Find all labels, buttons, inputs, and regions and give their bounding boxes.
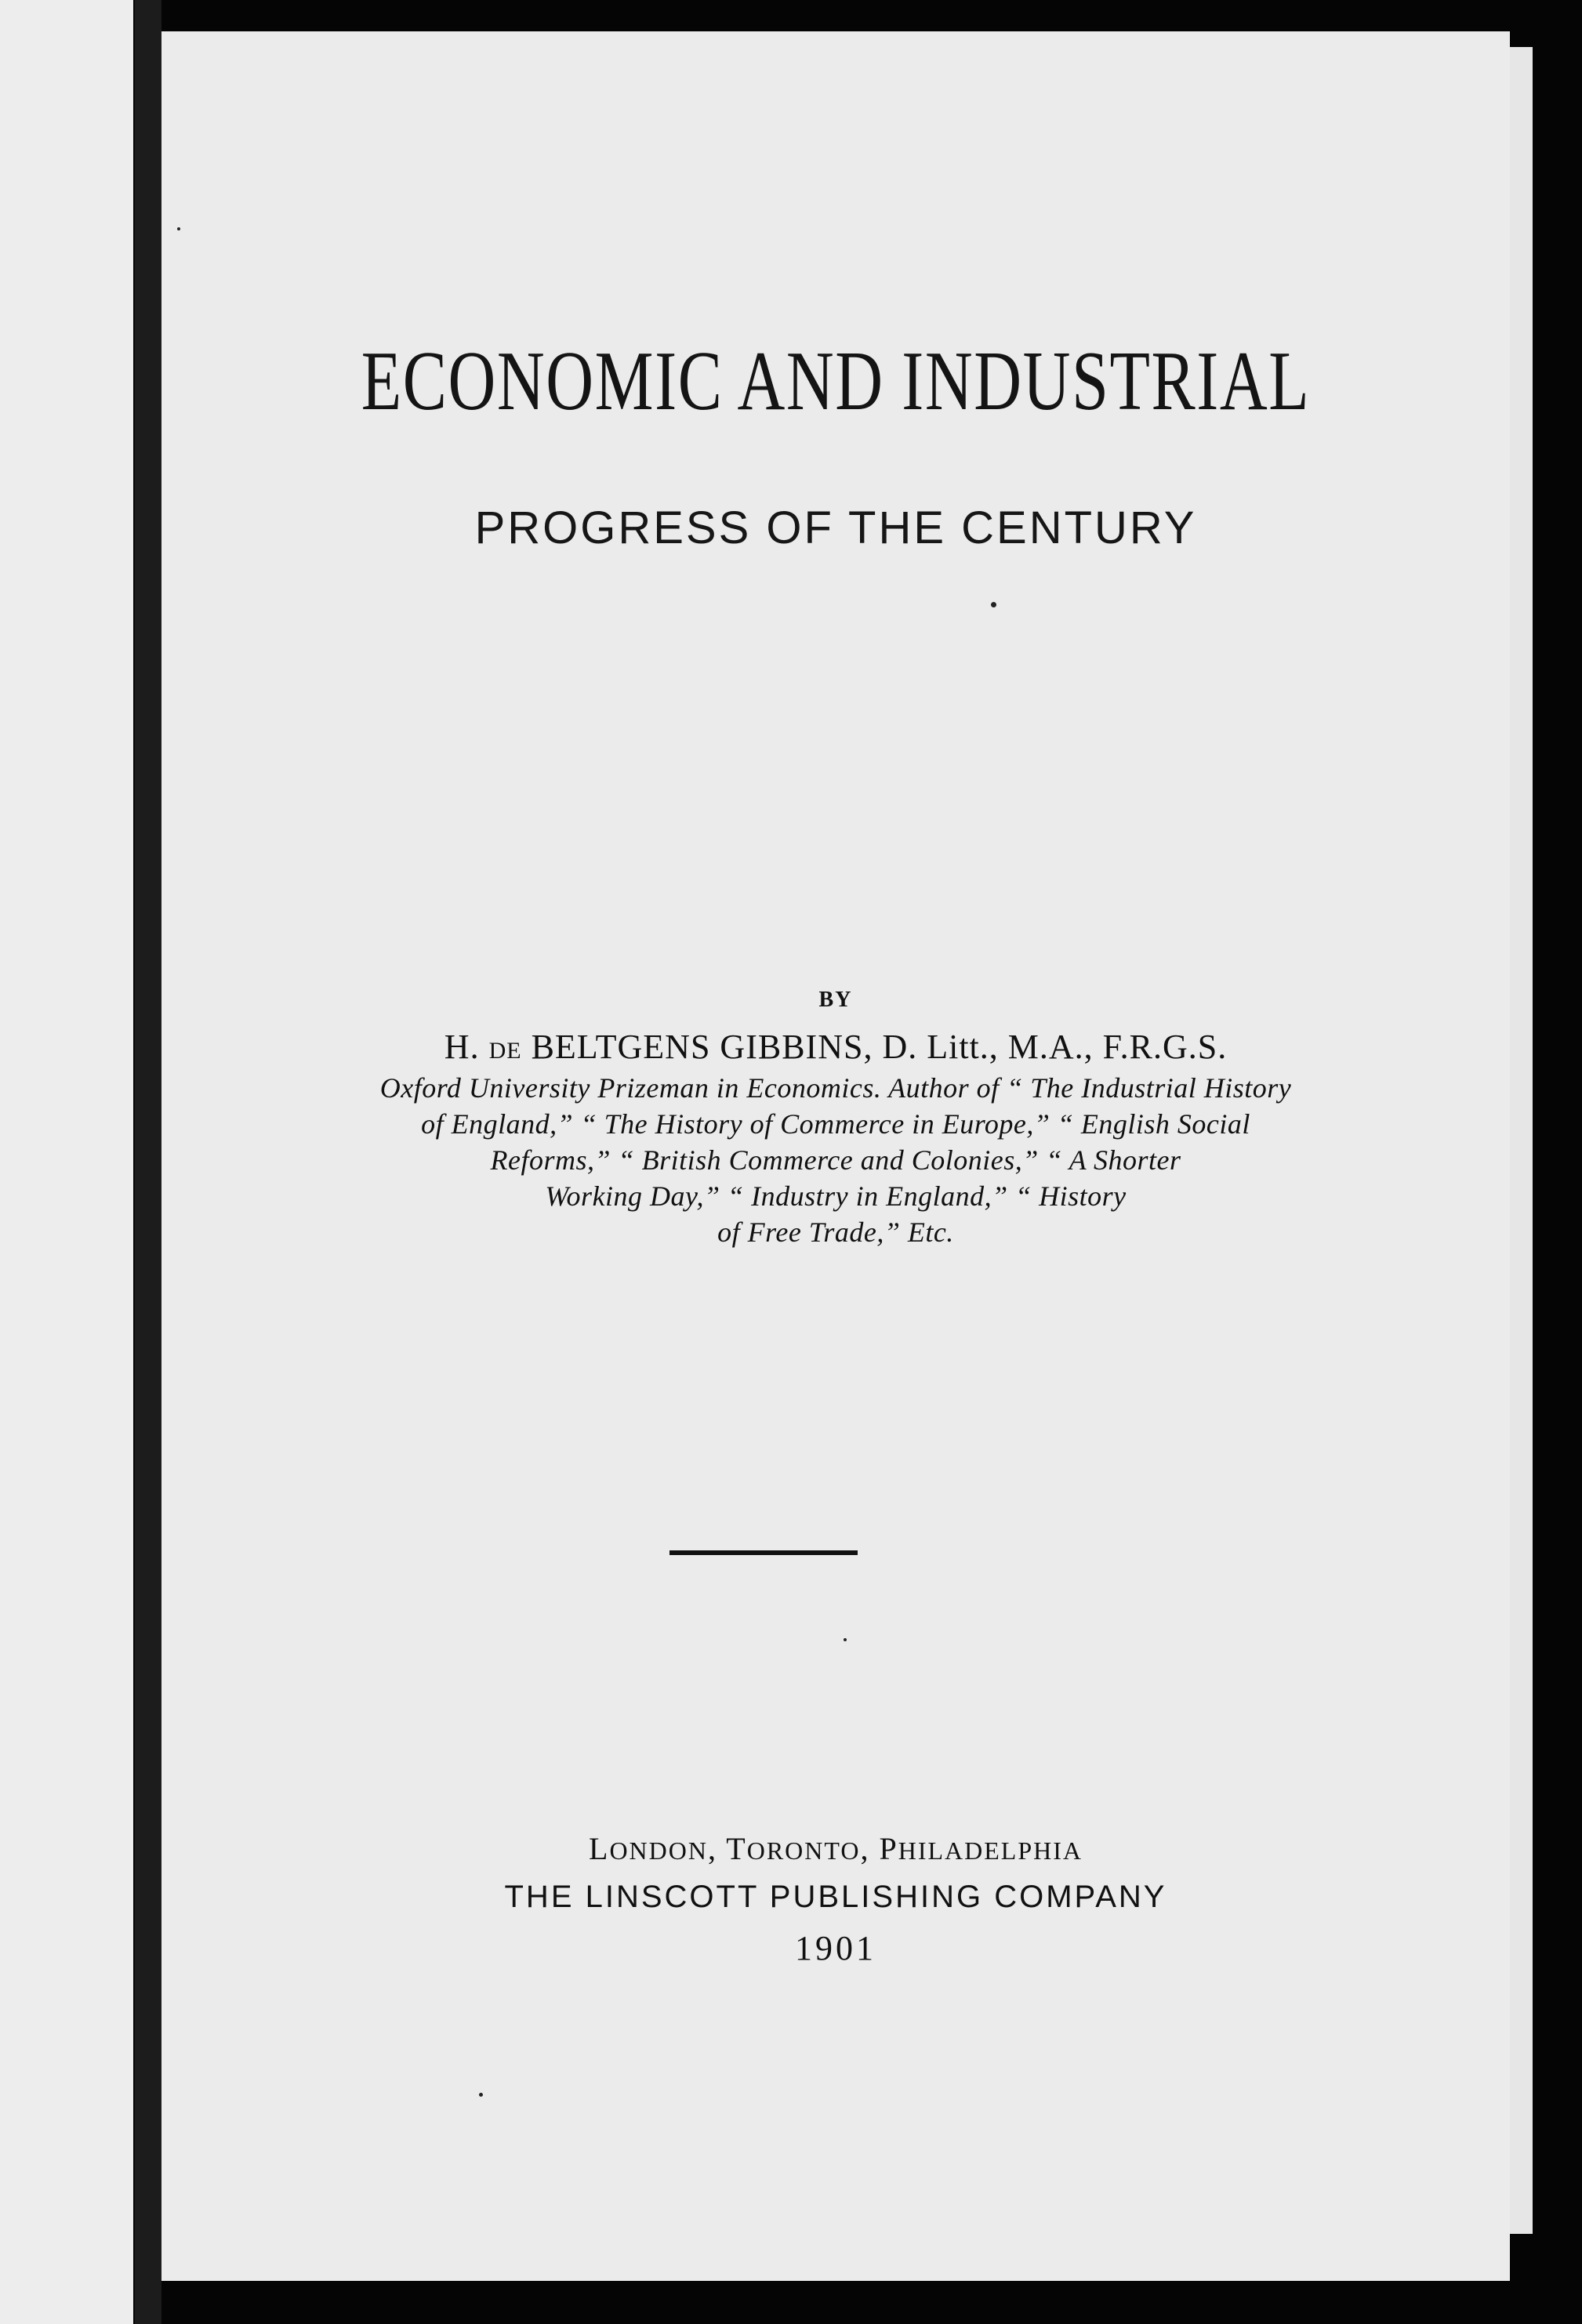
paper-speck [177,227,180,230]
author-initial: H. [444,1028,480,1066]
city-philadelphia: PHILADELPHIA [879,1831,1083,1866]
paper-speck [991,602,996,607]
credentials-line: Reforms,” “ British Commerce and Colonies,” “ A Shorter [490,1144,1181,1176]
city-toronto: TORONTO [726,1831,861,1866]
by-label: BY [818,988,853,1012]
publisher-cities: LONDON, TORONTO, PHILADELPHIA [589,1831,1083,1866]
credentials-line: Working Day,” “ Industry in England,” “ History [545,1180,1127,1212]
author-particle: DE [488,1038,522,1064]
paper-speck [479,2093,483,2097]
author-line [161,1027,1510,1067]
publication-year: 1901 [795,1929,876,1967]
title-page [161,31,1510,2281]
paper-speck [844,1638,847,1641]
city-london: LONDON [589,1831,708,1866]
credentials-line: of Free Trade,” Etc. [717,1216,954,1248]
section-rule [669,1550,858,1555]
book-subtitle: PROGRESS OF THE CENTURY [474,502,1197,553]
credentials-line: Oxford University Prizeman in Economics. Author of “ The Industrial History [379,1072,1292,1104]
author-name: BELTGENS GIBBINS, D. Litt., M.A., F.R.G.S. [531,1028,1228,1066]
book-title: ECONOMIC AND INDUSTRIAL [361,335,1311,428]
credentials-line: of England,” “ The History of Commerce in Europe,” “ English Social [421,1108,1250,1140]
author-credentials [161,1070,1510,1250]
book-binding [135,0,161,2324]
facing-page-edge [0,0,133,2324]
publisher-name: THE LINSCOTT PUBLISHING COMPANY [504,1880,1167,1914]
